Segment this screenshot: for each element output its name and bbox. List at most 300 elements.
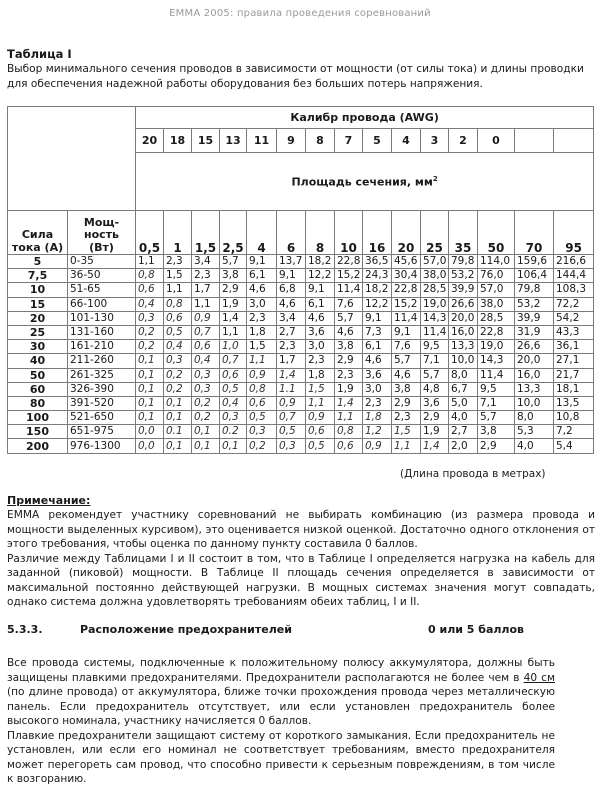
length-cell: 11,4	[421, 325, 449, 339]
length-cell: 0,4	[220, 396, 247, 410]
length-cell: 0,3	[192, 368, 220, 382]
current-cell: 7,5	[8, 269, 68, 283]
length-cell: 0.1	[164, 425, 192, 439]
length-cell: 0,1	[220, 439, 247, 453]
length-cell: 1,1	[392, 439, 421, 453]
power-cell: 131-160	[68, 325, 136, 339]
length-cell: 3,8	[335, 340, 363, 354]
area-header-cell: 0,5	[136, 211, 164, 255]
length-cell: 9,1	[363, 311, 392, 325]
length-cell: 5,7	[478, 411, 515, 425]
length-cell: 7,3	[363, 325, 392, 339]
length-cell: 0,5	[220, 382, 247, 396]
length-cell: 3,8	[392, 382, 421, 396]
length-cell: 216,6	[554, 255, 594, 269]
length-cell: 0,2	[192, 396, 220, 410]
table-row	[8, 283, 594, 297]
length-cell: 0,7	[277, 411, 306, 425]
power-cell: 66-100	[68, 297, 136, 311]
length-cell: 16,0	[449, 325, 478, 339]
length-cell: 4,8	[421, 382, 449, 396]
length-cell: 0,3	[247, 425, 277, 439]
power-cell: 651-975	[68, 425, 136, 439]
length-cell: 144,4	[554, 269, 594, 283]
length-cell: 10,8	[554, 411, 594, 425]
length-cell: 2,3	[277, 340, 306, 354]
table-title: Таблица I	[7, 47, 72, 61]
area-header-cell: 95	[554, 211, 594, 255]
length-cell: 10,0	[515, 396, 554, 410]
current-cell: 25	[8, 325, 68, 339]
length-cell: 0,5	[247, 411, 277, 425]
length-cell: 1,4	[335, 396, 363, 410]
table-row	[8, 269, 594, 283]
length-cell: 3,0	[306, 340, 335, 354]
length-cell: 0,2	[164, 382, 192, 396]
length-cell: 14,3	[421, 311, 449, 325]
awg-cell: 8	[306, 129, 335, 153]
length-cell: 15,2	[392, 297, 421, 311]
table-row	[8, 354, 594, 368]
length-cell: 31,9	[515, 325, 554, 339]
current-cell: 80	[8, 396, 68, 410]
length-cell: 9,1	[247, 255, 277, 269]
length-cell: 106,4	[515, 269, 554, 283]
area-header-cell: 16	[363, 211, 392, 255]
length-cell: 22,8	[478, 325, 515, 339]
length-cell: 0,1	[136, 368, 164, 382]
length-cell: 3,0	[363, 382, 392, 396]
length-cell: 3,6	[363, 368, 392, 382]
current-cell: 200	[8, 439, 68, 453]
section-paragraph-2: Плавкие предохранители защищают систему от короткого замыкания. Если предохранитель не установлен, или если его номинал не соответствует требованиям, вместо предохранителя может перегореть сам провод, что способно привести к серьезным повреждениям, в том числе к возгоранию.	[7, 729, 555, 785]
length-cell: 2,3	[335, 368, 363, 382]
length-cell: 0,1	[136, 411, 164, 425]
length-cell: 36,1	[554, 340, 594, 354]
length-cell: 0,2	[136, 325, 164, 339]
length-cell: 0,0	[136, 439, 164, 453]
area-header-cell: 6	[277, 211, 306, 255]
current-cell: 60	[8, 382, 68, 396]
length-cell: 159,6	[515, 255, 554, 269]
length-cell: 0,1	[164, 411, 192, 425]
note-heading: Примечание:	[7, 494, 91, 507]
length-cell: 5,7	[392, 354, 421, 368]
power-cell: 36-50	[68, 269, 136, 283]
length-cell: 5,7	[220, 255, 247, 269]
length-cell: 9,1	[277, 269, 306, 283]
section-title: Расположение предохранителей	[80, 623, 292, 636]
length-cell: 1,7	[277, 354, 306, 368]
length-cell: 1,2	[363, 425, 392, 439]
length-cell: 6,8	[277, 283, 306, 297]
length-cell: 0,6	[306, 425, 335, 439]
length-cell: 38,0	[421, 269, 449, 283]
length-cell: 0,6	[220, 368, 247, 382]
length-cell: 3,8	[220, 269, 247, 283]
length-cell: 1,8	[363, 411, 392, 425]
length-cell: 0.2	[220, 425, 247, 439]
length-cell: 18,2	[306, 255, 335, 269]
length-cell: 0,1	[164, 396, 192, 410]
length-cell: 0,9	[306, 411, 335, 425]
length-cell: 11,4	[335, 283, 363, 297]
awg-cell: 15	[192, 129, 220, 153]
awg-cell: 4	[392, 129, 421, 153]
area-header-cell: 35	[449, 211, 478, 255]
length-cell: 2,9	[478, 439, 515, 453]
length-cell: 26,6	[515, 340, 554, 354]
awg-cell	[554, 129, 594, 153]
length-cell: 1,4	[421, 439, 449, 453]
length-cell: 57,0	[478, 283, 515, 297]
length-cell: 4,6	[363, 354, 392, 368]
length-cell: 0,8	[335, 425, 363, 439]
length-cell: 9,1	[306, 283, 335, 297]
length-cell: 0,3	[220, 411, 247, 425]
length-cell: 22,8	[335, 255, 363, 269]
length-cell: 0,1	[192, 439, 220, 453]
length-cell: 11,4	[392, 311, 421, 325]
length-cell: 3,4	[192, 255, 220, 269]
awg-cell: 7	[335, 129, 363, 153]
length-cell: 0,5	[277, 425, 306, 439]
section-points: 0 или 5 баллов	[428, 623, 525, 636]
awg-cell: 2	[449, 129, 478, 153]
length-cell: 5,0	[449, 396, 478, 410]
length-cell: 108,3	[554, 283, 594, 297]
current-cell: 40	[8, 354, 68, 368]
length-cell: 4,0	[449, 411, 478, 425]
length-cell: 0,8	[136, 269, 164, 283]
wire-gauge-table	[7, 106, 594, 454]
length-cell: 1,1	[164, 283, 192, 297]
length-cell: 53,2	[515, 297, 554, 311]
length-cell: 57,0	[421, 255, 449, 269]
awg-cell: 11	[247, 129, 277, 153]
length-cell: 0,4	[192, 354, 220, 368]
awg-cell: 9	[277, 129, 306, 153]
length-cell: 1,1	[192, 297, 220, 311]
length-cell: 0,3	[277, 439, 306, 453]
table-row	[8, 382, 594, 396]
length-cell: 2,3	[192, 269, 220, 283]
length-cell: 10,0	[449, 354, 478, 368]
table-row	[8, 439, 594, 453]
length-cell: 2,3	[306, 354, 335, 368]
awg-cell: 18	[164, 129, 192, 153]
length-cell: 1,5	[392, 425, 421, 439]
length-cell: 39,9	[515, 311, 554, 325]
power-cell: 51-65	[68, 283, 136, 297]
length-cell: 2,9	[335, 354, 363, 368]
awg-cell: 0	[478, 129, 515, 153]
power-cell: 0-35	[68, 255, 136, 269]
note-paragraph-2: Различие между Таблицами I и II состоит в том, что в Таблице I определяется нагрузка на кабель для заданной (пиковой) мощности. В Таблице II площадь сечения определяется в зависимости от максимальной постоянно действующей нагрузки. В мощных системах значения могут совпадать, однако система должна удовлетворять требованиям обеих таблиц, I и II.	[7, 552, 595, 608]
table-row	[8, 297, 594, 311]
section-number: 5.3.3.	[7, 623, 43, 636]
awg-cell: 20	[136, 129, 164, 153]
length-cell: 7,6	[392, 340, 421, 354]
length-cell: 4,6	[306, 311, 335, 325]
distance-limit: 40 см	[523, 671, 555, 684]
length-cell: 1,1	[306, 396, 335, 410]
length-cell: 39,9	[449, 283, 478, 297]
table-row	[8, 411, 594, 425]
length-cell: 18,1	[554, 382, 594, 396]
length-cell: 0,1	[136, 354, 164, 368]
current-cell: 100	[8, 411, 68, 425]
length-cell: 0,7	[220, 354, 247, 368]
length-cell: 0,9	[363, 439, 392, 453]
length-cell: 0,2	[247, 439, 277, 453]
length-cell: 0,4	[164, 340, 192, 354]
length-cell: 7,2	[554, 425, 594, 439]
length-cell: 54,2	[554, 311, 594, 325]
length-cell: 4,6	[392, 368, 421, 382]
length-cell: 1.1	[277, 382, 306, 396]
section-body	[7, 656, 555, 787]
length-cell: 36,5	[363, 255, 392, 269]
col-current-header: Сила тока (А)	[8, 211, 68, 255]
power-cell: 161-210	[68, 340, 136, 354]
power-cell: 101-130	[68, 311, 136, 325]
length-cell: 2,0	[449, 439, 478, 453]
length-cell: 2,9	[392, 396, 421, 410]
length-cell: 2,9	[220, 283, 247, 297]
length-cell: 0,2	[192, 411, 220, 425]
area-header-cell: 10	[335, 211, 363, 255]
length-cell: 1,9	[335, 382, 363, 396]
length-cell: 0,6	[136, 283, 164, 297]
length-cell: 19,0	[478, 340, 515, 354]
table-description: Выбор минимального сечения проводов в зависимости от мощности (от силы тока) и длины проводки для обеспечения надежной работы оборудования без больших потерь напряжения.	[7, 63, 584, 90]
awg-cell: 13	[220, 129, 247, 153]
length-cell: 26,6	[449, 297, 478, 311]
power-cell: 261-325	[68, 368, 136, 382]
table-row	[8, 368, 594, 382]
length-cell: 0,9	[277, 396, 306, 410]
length-cell: 1,0	[220, 340, 247, 354]
power-cell: 326-390	[68, 382, 136, 396]
length-cell: 0,5	[306, 439, 335, 453]
length-cell: 12,2	[363, 297, 392, 311]
power-cell: 521-650	[68, 411, 136, 425]
area-caption: Площадь сечения, $мм^2$	[136, 153, 594, 211]
section-paragraph-1: Все провода системы, подключенные к положительному полюсу аккумулятора, должны быть защищены плавкими предохранителями. Предохранители располагаются не более чем в 40 см (по длине провода) от аккумулятора, ближе точки прохождения провода через металлическую панель. Если предохранитель отсутствует, или если установлен предохранитель более высокого номинала, участнику начисляется 0 баллов.	[7, 657, 555, 727]
length-cell: 2,3	[363, 396, 392, 410]
length-cell: 2,9	[421, 411, 449, 425]
current-cell: 50	[8, 368, 68, 382]
length-cell: 4,6	[247, 283, 277, 297]
area-header-cell: 70	[515, 211, 554, 255]
length-cell: 53,2	[449, 269, 478, 283]
length-cell: 0,3	[136, 311, 164, 325]
length-cell: 0,9	[192, 311, 220, 325]
length-cell: 9,1	[392, 325, 421, 339]
length-cell: 0,1	[164, 439, 192, 453]
length-cell: 7,1	[421, 354, 449, 368]
length-cell: 0,6	[335, 439, 363, 453]
length-cell: 0,6	[247, 396, 277, 410]
length-cell: 2,3	[247, 311, 277, 325]
length-cell: 5,7	[421, 368, 449, 382]
length-cell: 16,0	[515, 368, 554, 382]
area-header-cell: 50	[478, 211, 515, 255]
length-cell: 1,1	[335, 411, 363, 425]
length-cell: 6,1	[306, 297, 335, 311]
note-body	[7, 508, 595, 610]
table-row	[8, 396, 594, 410]
length-cell: 3,0	[247, 297, 277, 311]
length-cell: 1,5	[247, 340, 277, 354]
length-cell: 0,6	[192, 340, 220, 354]
length-cell: 20,0	[515, 354, 554, 368]
length-cell: 4,6	[277, 297, 306, 311]
length-cell: 30,4	[392, 269, 421, 283]
length-cell: 20,0	[449, 311, 478, 325]
current-cell: 20	[8, 311, 68, 325]
length-cell: 1,4	[277, 368, 306, 382]
length-cell: 28,5	[478, 311, 515, 325]
area-header-cell: 2,5	[220, 211, 247, 255]
length-cell: 6,1	[247, 269, 277, 283]
length-cell: 22,8	[392, 283, 421, 297]
length-cell: 79,8	[449, 255, 478, 269]
length-cell: 8,0	[449, 368, 478, 382]
corner-blank-cell	[8, 107, 136, 211]
length-cell: 3,6	[421, 396, 449, 410]
length-cell: 15,2	[335, 269, 363, 283]
length-cell: 0,0	[136, 425, 164, 439]
power-cell: 211-260	[68, 354, 136, 368]
length-cell: 2,3	[392, 411, 421, 425]
table-row	[8, 425, 594, 439]
awg-cell	[515, 129, 554, 153]
length-cell: 0,4	[136, 297, 164, 311]
length-cell: 1,9	[421, 425, 449, 439]
length-cell: 4,0	[515, 439, 554, 453]
length-cell: 14,3	[478, 354, 515, 368]
length-note: (Длина провода в метрах)	[400, 468, 546, 480]
length-cell: 21,7	[554, 368, 594, 382]
length-cell: 13,5	[554, 396, 594, 410]
length-cell: 1,5	[306, 382, 335, 396]
length-cell: 0,5	[164, 325, 192, 339]
length-cell: 7,1	[478, 396, 515, 410]
current-cell: 5	[8, 255, 68, 269]
length-cell: 72,2	[554, 297, 594, 311]
length-cell: 0,1	[136, 382, 164, 396]
length-cell: 5,7	[335, 311, 363, 325]
length-cell: 3,4	[277, 311, 306, 325]
length-cell: 43,3	[554, 325, 594, 339]
length-cell: 13,3	[515, 382, 554, 396]
length-cell: 11,4	[478, 368, 515, 382]
length-cell: 4,6	[335, 325, 363, 339]
length-cell: 6,1	[363, 340, 392, 354]
length-cell: 0,9	[247, 368, 277, 382]
col-power-header: Мощ-ность (Вт)	[68, 211, 136, 255]
length-cell: 24,3	[363, 269, 392, 283]
length-cell: 3,8	[478, 425, 515, 439]
length-cell: 9,5	[478, 382, 515, 396]
caliber-caption: Калибр провода (AWG)	[136, 107, 594, 129]
length-cell: 45,6	[392, 255, 421, 269]
area-header-cell: 1	[164, 211, 192, 255]
length-cell: 6,7	[449, 382, 478, 396]
length-cell: 12,2	[306, 269, 335, 283]
length-cell: 19,0	[421, 297, 449, 311]
area-header-cell: 20	[392, 211, 421, 255]
area-header-cell: 1,5	[192, 211, 220, 255]
length-cell: 28,5	[421, 283, 449, 297]
length-cell: 1,5	[164, 269, 192, 283]
length-cell: 0,8	[164, 297, 192, 311]
current-cell: 15	[8, 297, 68, 311]
length-cell: 1,9	[220, 297, 247, 311]
length-cell: 0,2	[136, 340, 164, 354]
length-cell: 8,0	[515, 411, 554, 425]
running-head: EMMA 2005: правила проведения соревнований	[169, 8, 431, 19]
length-cell: 0,8	[247, 382, 277, 396]
length-cell: 1,8	[247, 325, 277, 339]
table-row	[8, 311, 594, 325]
table-row	[8, 340, 594, 354]
table-row	[8, 325, 594, 339]
length-cell: 1,1	[247, 354, 277, 368]
length-cell: 0,2	[164, 368, 192, 382]
length-cell: 1,8	[306, 368, 335, 382]
length-cell: 1,4	[220, 311, 247, 325]
table-row	[8, 255, 594, 269]
area-header-cell: 25	[421, 211, 449, 255]
length-cell: 5,4	[554, 439, 594, 453]
length-cell: 2,7	[277, 325, 306, 339]
area-header-cell: 8	[306, 211, 335, 255]
power-cell: 391-520	[68, 396, 136, 410]
length-cell: 2,7	[449, 425, 478, 439]
length-cell: 2,3	[164, 255, 192, 269]
length-cell: 0,3	[164, 354, 192, 368]
length-cell: 18,2	[363, 283, 392, 297]
length-cell: 1,7	[192, 283, 220, 297]
power-cell: 976-1300	[68, 439, 136, 453]
length-cell: 3,6	[306, 325, 335, 339]
length-cell: 0,6	[164, 311, 192, 325]
length-cell: 5,3	[515, 425, 554, 439]
length-cell: 13,3	[449, 340, 478, 354]
length-cell: 38,0	[478, 297, 515, 311]
current-cell: 10	[8, 283, 68, 297]
length-cell: 114,0	[478, 255, 515, 269]
length-cell: 0,7	[192, 325, 220, 339]
length-cell: 0,1	[136, 396, 164, 410]
current-cell: 150	[8, 425, 68, 439]
length-cell: 0,3	[192, 382, 220, 396]
length-cell: 1,1	[220, 325, 247, 339]
length-cell: 9,5	[421, 340, 449, 354]
length-cell: 7,6	[335, 297, 363, 311]
length-cell: 27,1	[554, 354, 594, 368]
length-cell: 1,1	[136, 255, 164, 269]
note-paragraph-1: EMMA рекомендует участнику соревнований не выбирать комбинацию (из размера провода и мощности выделенных курсивом), это оценивается низкой оценкой. Достаточно одного отклонения от этого требования, чтобы оценка по данному пункту составила 0 баллов.	[7, 509, 595, 550]
length-cell: 76,0	[478, 269, 515, 283]
length-cell: 13,7	[277, 255, 306, 269]
awg-cell: 5	[363, 129, 392, 153]
awg-cell: 3	[421, 129, 449, 153]
current-cell: 30	[8, 340, 68, 354]
